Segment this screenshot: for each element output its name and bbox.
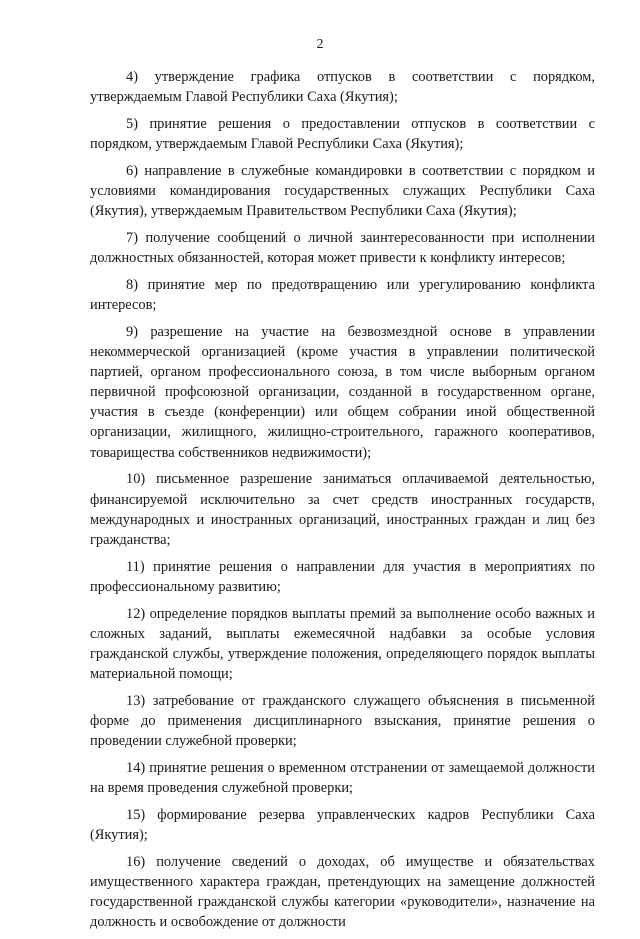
list-item-16: 16) получение сведений о доходах, об имуществе и обязательствах имущественного характера граждан, претендующих на замещение должностей государственной гражданской службы категории «руководители», назначение на должность и освобождение от должности bbox=[90, 853, 595, 931]
list-item-9: 9) разрешение на участие на безвозмездной основе в управлении некоммерческой организацией (кроме участия в управлении политической партией, органом профессионального союза, в том числе выборным органом первичной профсоюзной организации, созданной в государственном органе, участия в съезде (конференции) или общем собрании иной общественной организации, жилищного, жилищно-строительного, гаражного кооперативов, товарищества собственников недвижимости); bbox=[90, 324, 595, 461]
list-item-6: 6) направление в служебные командировки в соответствии с порядком и условиями командирования государственных служащих Республики Саха (Якутия), утверждаемым Правительством Республики Саха (Якутия); bbox=[90, 162, 595, 220]
list-item-8: 8) принятие мер по предотвращению или урегулированию конфликта интересов; bbox=[90, 277, 595, 314]
list-item-14: 14) принятие решения о временном отстранении от замещаемой должности на время проведения служебной проверки; bbox=[90, 759, 595, 796]
list-item-4: 4) утверждение графика отпусков в соответствии с порядком, утверждаемым Главой Республики Саха (Якутия); bbox=[90, 69, 595, 106]
list-item-15: 15) формирование резерва управленческих кадров Республики Саха (Якутия); bbox=[90, 806, 595, 843]
list-item-7: 7) получение сообщений о личной заинтересованности при исполнении должностных обязанностей, которая может привести к конфликту интересов; bbox=[90, 230, 595, 267]
list-item-11: 11) принятие решения о направлении для участия в мероприятиях по профессиональному развитию; bbox=[90, 558, 595, 595]
list-item-13: 13) затребование от гражданского служащего объяснения в письменной форме до применения дисциплинарного взыскания, принятие решения о проведении служебной проверки; bbox=[90, 692, 595, 749]
page-number: 2 bbox=[316, 37, 324, 52]
list-item-10: 10) письменное разрешение заниматься оплачиваемой деятельностью, финансируемой исключительно за счет средств иностранных государств, международных и иностранных организаций, иностранных граждан и лиц без гражданства; bbox=[90, 471, 595, 548]
list-item-12: 12) определение порядков выплаты премий за выполнение особо важных и сложных заданий, выплаты ежемесячной надбавки за особые условия гражданской службы, утверждение положения, определяющего порядок выплаты материальной помощи; bbox=[90, 605, 595, 682]
document-body bbox=[90, 67, 595, 939]
list-item-5: 5) принятие решения о предоставлении отпусков в соответствии с порядком, утверждаемым Главой Республики Саха (Якутия); bbox=[90, 115, 595, 153]
